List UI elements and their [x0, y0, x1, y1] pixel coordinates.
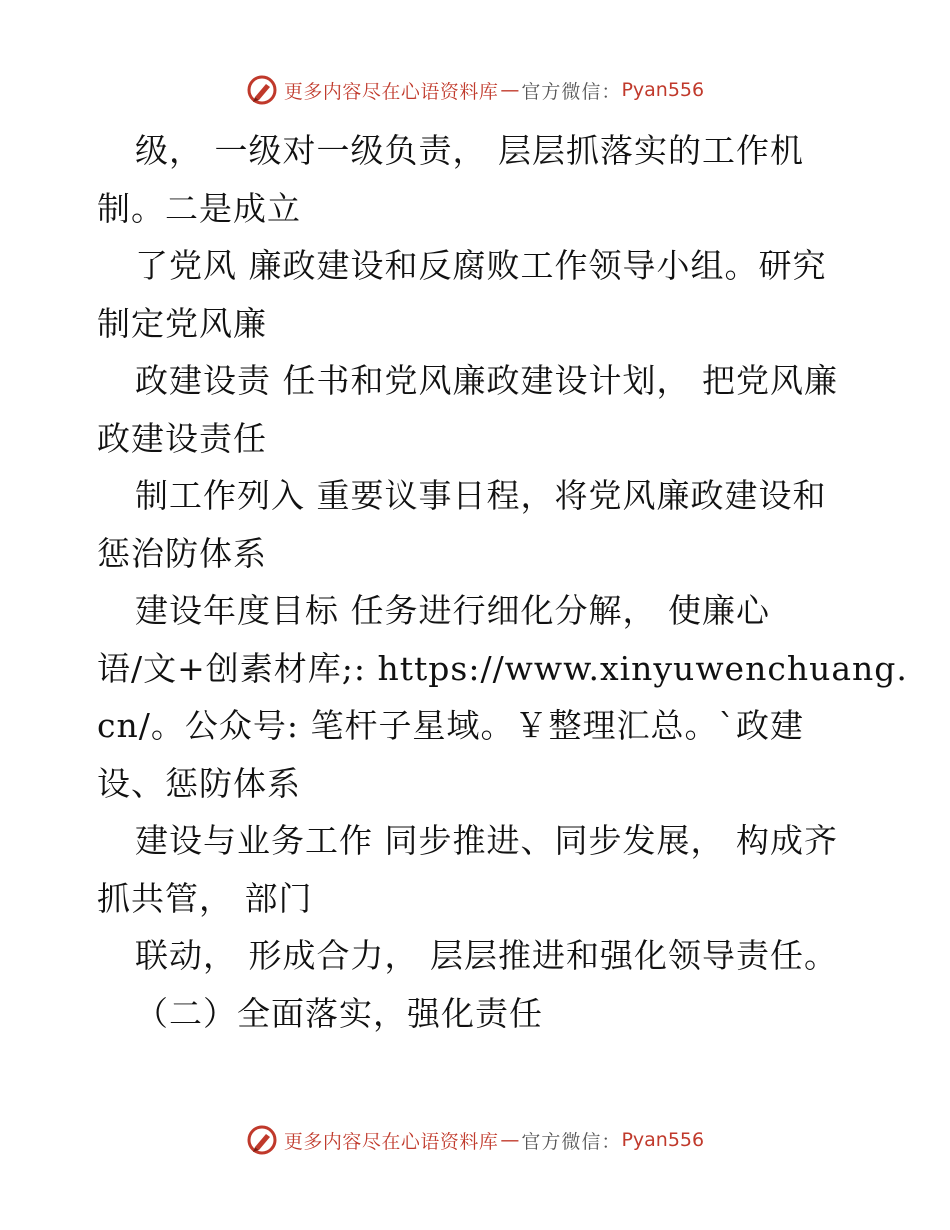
watermark-dash: —	[500, 1129, 520, 1151]
text-line: 建设与业务工作 同步推进、同步发展， 构成齐	[135, 821, 838, 860]
text-line: 级， 一级对一级负责， 层层抓落实的工作机	[135, 131, 804, 170]
watermark-label: 官方微信：	[521, 80, 622, 103]
text-line: 联动， 形成合力， 层层推进和强化领导责任。	[135, 936, 838, 975]
text-line: 建设年度目标 任务进行细化分解， 使廉心	[135, 591, 770, 630]
watermark-id: Pyan556	[621, 1129, 705, 1151]
text-line: 惩治防体系	[97, 533, 267, 573]
watermark-dash: —	[500, 79, 520, 101]
text-line: 政建设责任	[97, 418, 267, 458]
watermark-site: 更多内容尽在心语资料库	[283, 1130, 499, 1153]
text-line: 了党风 廉政建设和反腐败工作领导小组。研究	[135, 246, 827, 285]
footer-watermark	[0, 1120, 950, 1160]
watermark-label: 官方微信：	[521, 1130, 622, 1153]
section-heading: （二）全面落实，强化责任	[135, 993, 543, 1033]
text-line: cn/。公众号: 笔杆子星域。￥整理汇总。`政建	[97, 706, 804, 745]
text-line: 制定党风廉	[97, 303, 267, 343]
header-watermark	[0, 70, 950, 110]
text-line: 制工作列入 重要议事日程，将党风廉政建设和	[135, 476, 827, 515]
document-body	[97, 122, 908, 1042]
pen-logo-icon	[246, 1124, 278, 1156]
text-line: 设、惩防体系	[97, 763, 301, 803]
text-line: 制。二是成立	[97, 188, 301, 228]
text-line: 政建设责 任书和党风廉政建设计划， 把党风廉	[135, 361, 838, 400]
pen-logo-icon	[246, 74, 278, 106]
text-line: 抓共管， 部门	[97, 878, 313, 918]
watermark-id: Pyan556	[621, 79, 705, 101]
watermark-site: 更多内容尽在心语资料库	[283, 80, 499, 103]
text-line: 语/文+创素材库;: https://www.xinyuwenchuang.	[97, 648, 908, 688]
